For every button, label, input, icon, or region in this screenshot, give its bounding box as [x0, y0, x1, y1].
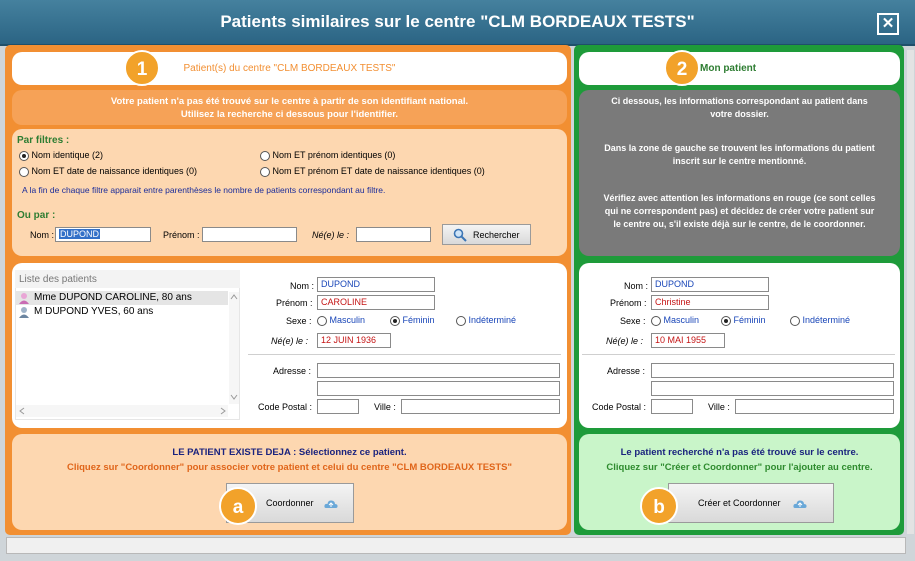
- patient-list-header: Liste des patients: [15, 270, 240, 288]
- patient-list-item[interactable]: [16, 305, 228, 319]
- radio-icon[interactable]: [651, 316, 661, 326]
- detail-ne-label: Né(e) le :: [271, 336, 309, 346]
- scroll-up-icon[interactable]: [230, 294, 238, 300]
- detail-nom-label: Nom :: [290, 281, 315, 291]
- window-title: Patients similaires sur le centre "CLM BORDEAUX TESTS": [220, 12, 695, 31]
- patient-list-item-label: M DUPOND YVES, 60 ans: [34, 306, 154, 317]
- code-postal-field[interactable]: [317, 399, 359, 414]
- coordonner-label: Coordonner: [266, 498, 314, 508]
- radio-icon[interactable]: [19, 151, 29, 161]
- right-header-title: Mon patient: [700, 63, 757, 74]
- my-prenom-label: Prénom :: [610, 298, 647, 308]
- detail-adresse-label: Adresse :: [273, 366, 312, 376]
- my-ville-field[interactable]: [735, 399, 894, 414]
- magnifier-icon: [453, 228, 467, 242]
- search-prenom-input[interactable]: [202, 227, 297, 242]
- rechercher-label: Rechercher: [473, 230, 520, 240]
- filter-label: Nom ET prénom identiques (0): [272, 150, 396, 160]
- my-nom-label: Nom :: [624, 281, 649, 291]
- filter-nom-prenom[interactable]: [260, 150, 395, 161]
- search-nom-value: DUPOND: [60, 229, 100, 239]
- left-info-line2: Utilisez la recherche ci dessous pour l'identifier.: [180, 109, 399, 120]
- right-footer-line1: Le patient recherché n'a pas été trouvé sur le centre.: [620, 447, 859, 458]
- sexe-masculin-option[interactable]: [317, 315, 365, 326]
- left-footer-line2: Cliquez sur "Coordonner" pour associer votre patient et celui du centre "CLM BORDEAUX TESTS": [66, 462, 513, 473]
- radio-icon[interactable]: [390, 316, 400, 326]
- option-label: Féminin: [402, 315, 435, 325]
- my-ville-label: Ville :: [708, 402, 730, 412]
- option-label: Masculin: [329, 315, 366, 325]
- cloud-upload-icon: [793, 499, 807, 509]
- filter-label: Nom identique (2): [31, 150, 104, 160]
- my-adresse-line2-field[interactable]: [651, 381, 894, 396]
- filter-nom-naissance[interactable]: [19, 166, 197, 177]
- my-sexe-label: Sexe :: [620, 316, 646, 326]
- female-patient-icon: [18, 292, 30, 304]
- my-adresse-label: Adresse :: [607, 366, 646, 376]
- right-info-p3a: Vérifiez avec attention les informations en rouge (ce sont celles: [603, 193, 876, 203]
- radio-icon[interactable]: [790, 316, 800, 326]
- rechercher-button[interactable]: [442, 224, 531, 245]
- status-bar: [6, 537, 906, 554]
- filter-label: Nom ET prénom ET date de naissance identiques (0): [272, 166, 485, 176]
- search-ne-label: Né(e) le :: [312, 230, 350, 240]
- option-label: Indéterminé: [802, 315, 851, 325]
- detail-cp-label: Code Postal :: [258, 402, 313, 412]
- my-code-postal-field[interactable]: [651, 399, 693, 414]
- my-prenom-field[interactable]: Christine: [651, 295, 769, 310]
- marker-1-icon: 1: [124, 50, 160, 86]
- scroll-right-icon[interactable]: [220, 407, 226, 415]
- adresse-line1-field[interactable]: [317, 363, 560, 378]
- left-header-title: Patient(s) du centre "CLM BORDEAUX TESTS": [183, 63, 396, 74]
- detail-ville-label: Ville :: [374, 402, 396, 412]
- search-prenom-label: Prénom :: [163, 230, 200, 240]
- radio-icon[interactable]: [260, 167, 270, 177]
- search-ne-input[interactable]: [356, 227, 431, 242]
- scroll-down-icon[interactable]: [230, 394, 238, 400]
- filters-note: A la fin de chaque filtre apparait entre parenthèses le nombre de patients correspondant au filtre.: [22, 185, 386, 195]
- right-footer-line2: Cliquez sur "Créer et Coordonner" pour l'ajouter au centre.: [606, 462, 873, 473]
- filter-nom-prenom-naissance[interactable]: [260, 166, 485, 177]
- male-patient-icon: [18, 306, 30, 318]
- sexe-indetermine-option[interactable]: [456, 315, 516, 326]
- cloud-upload-icon: [324, 499, 338, 509]
- marker-b-icon: b: [640, 487, 678, 525]
- marker-2-icon: 2: [664, 50, 700, 86]
- my-sexe-indetermine-option[interactable]: [790, 315, 850, 326]
- my-divider: [582, 354, 895, 355]
- window-scrollbar[interactable]: [907, 50, 914, 534]
- radio-icon[interactable]: [19, 167, 29, 177]
- ou-par-title: Ou par :: [17, 210, 56, 221]
- patient-list-item-label: Mme DUPOND CAROLINE, 80 ans: [34, 292, 192, 303]
- right-info-p3b: qui ne correspondent pas) et décidez de créer votre patient sur: [604, 206, 875, 216]
- search-nom-label: Nom :: [30, 230, 55, 240]
- detail-nom-field[interactable]: DUPOND: [317, 277, 435, 292]
- creer-coordonner-button[interactable]: [668, 483, 834, 523]
- detail-prenom-field[interactable]: CAROLINE: [317, 295, 435, 310]
- radio-icon[interactable]: [317, 316, 327, 326]
- creer-coordonner-label: Créer et Coordonner: [698, 498, 781, 508]
- list-horizontal-scrollbar[interactable]: [16, 405, 228, 417]
- right-info-p2b: inscrit sur le centre mentionné.: [672, 156, 807, 166]
- detail-sexe-label: Sexe :: [286, 316, 312, 326]
- list-vertical-scrollbar[interactable]: [229, 292, 239, 404]
- right-info-p1b: votre dossier.: [710, 109, 769, 119]
- scroll-left-icon[interactable]: [19, 407, 25, 415]
- filter-label: Nom ET date de naissance identiques (0): [31, 166, 197, 176]
- my-ne-field[interactable]: 10 MAI 1955: [651, 333, 725, 348]
- sexe-feminin-option[interactable]: [390, 315, 435, 326]
- marker-a-icon: a: [219, 487, 257, 525]
- right-info-p1a: Ci dessous, les informations correspondant au patient dans: [611, 96, 868, 106]
- patient-list-item-selected[interactable]: [16, 291, 228, 305]
- filters-title: Par filtres :: [17, 135, 70, 146]
- filter-nom-identique[interactable]: [19, 150, 103, 161]
- radio-icon[interactable]: [260, 151, 270, 161]
- right-info-p3c: le centre ou, s'il existe déjà sur le centre, de le coordonner.: [613, 219, 866, 229]
- left-info-line1: Votre patient n'a pas été trouvé sur le centre à partir de son identifiant national.: [110, 96, 469, 107]
- my-cp-label: Code Postal :: [592, 402, 647, 412]
- ville-field[interactable]: [401, 399, 560, 414]
- detail-prenom-label: Prénom :: [276, 298, 313, 308]
- right-info-p2a: Dans la zone de gauche se trouvent les informations du patient: [604, 143, 875, 153]
- detail-ne-field[interactable]: 12 JUIN 1936: [317, 333, 391, 348]
- my-sexe-masculin-option[interactable]: [651, 315, 699, 326]
- my-sexe-feminin-option[interactable]: [721, 315, 766, 326]
- search-nom-input[interactable]: [55, 227, 151, 242]
- option-label: Féminin: [733, 315, 766, 325]
- option-label: Masculin: [663, 315, 700, 325]
- detail-divider: [248, 354, 561, 355]
- radio-icon[interactable]: [721, 316, 731, 326]
- option-label: Indéterminé: [468, 315, 517, 325]
- close-button[interactable]: ✕: [877, 13, 899, 35]
- left-footer-line1: LE PATIENT EXISTE DEJA : Sélectionnez ce patient.: [172, 447, 407, 458]
- adresse-line2-field[interactable]: [317, 381, 560, 396]
- my-ne-label: Né(e) le :: [606, 336, 644, 346]
- radio-icon[interactable]: [456, 316, 466, 326]
- my-nom-field[interactable]: DUPOND: [651, 277, 769, 292]
- my-adresse-line1-field[interactable]: [651, 363, 894, 378]
